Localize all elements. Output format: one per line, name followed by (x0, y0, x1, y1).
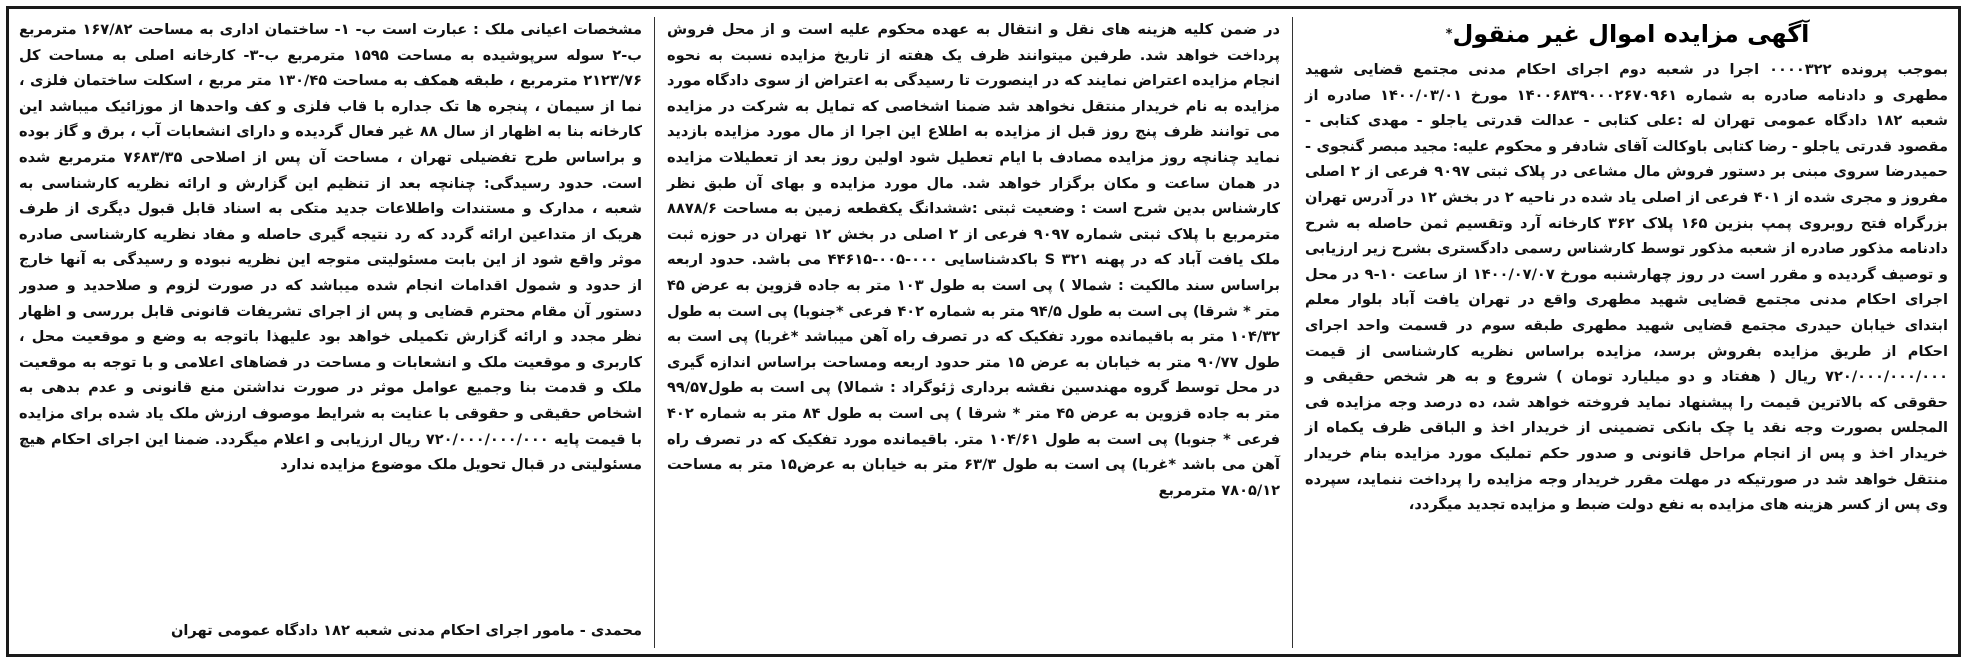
notice-frame (6, 6, 1961, 657)
notice-signature: محمدی - مامور اجرای احکام مدنی شعبه ۱۸۲ دادگاه عمومی تهران (170, 622, 642, 640)
notice-right-column (1292, 17, 1948, 648)
notice-title-row (1305, 17, 1948, 53)
notice-left-column (19, 17, 654, 648)
notice-title: آگهی مزایده اموال غیر منقول (1452, 20, 1810, 49)
notice-body-right: بموجب پرونده ۰۰۰۰۳۲۲ اجرا در شعبه دوم اجرای احکام مدنی مجتمع قضایی شهید مطهری و دادنامه صادره به شماره ۱۴۰۰۶۸۳۹۰۰۰۲۶۷۰۹۶۱ مورخ ۱۴۰۰/۰۳/۰۱ صادره از شعبه ۱۸۲ دادگاه عمومی تهران له :علی کتابی - عدالت قدرتی یاجلو - مهدی کتابی - مقصود قدرتی یاجلو - رضا کتابی باوکالت آقای شادفر و محکوم علیه: مجید مبصر گنجوی - حمیدرضا سروی مبنی بر دستور فروش مال مشاعی در پلاک ثبتی ۹۰۹۷ فرعی از ۲ اصلی مفروز و مجری شده از ۴۰۱ فرعی از اصلی یاد شده در ناحیه ۲ در بخش ۱۲ در آدرس تهران بزرگراه فتح روبروی پمپ بنزین ۱۶۵ پلاک ۳۶۲ کارخانه آرد وتقسیم ثمن حاصله به شرح دادنامه مذکور صادره از شعبه مذکور توسط کارشناس رسمی دادگستری بشرح زیر ارزیابی و توصیف گردیده و مقرر است در روز چهارشنبه مورخ ۱۴۰۰/۰۷/۰۷ از ساعت ۱۰-۹ در محل اجرای احکام مدنی مجتمع قضایی شهید مطهری واقع در تهران یافت آباد بلوار معلم ابتدای خیابان حیدری مجتمع قضایی شهید مطهری طبقه سوم در قسمت واحد اجرای احکام از طریق مزایده بفروش برسد، مزایده براساس نظریه کارشناسی از قیمت ۷۲۰/۰۰۰/۰۰۰/۰۰۰ ریال ( هفتاد و دو میلیارد تومان ) شروع و به هر شخص حقیقی و حقوقی که بالاترین قیمت را پیشنهاد نماید فروخته خواهد شد، ده درصد وجه مزایده فی المجلس بصورت وجه نقد یا چک بانکی تضمینی از خریدار اخذ و الباقی ظرف یکماه از خریدار اخذ و پس از انجام مراحل قانونی و صدور حکم تملیک مورد مزایده بنام خریدار منتقل خواهد شد در صورتیکه در مهلت مقرر خریدار وجه مزایده را پرداخت ننماید، سپرده وی پس از کسر هزینه های مزایده به نفع دولت ضبط و مزایده تجدید میگردد، (1305, 61, 1948, 514)
notice-body-middle: در ضمن کلیه هزینه های نقل و انتقال به عهده محکوم علیه است و از محل فروش پرداخت خواهد شد. طرفین میتوانند ظرف یک هفته از تاریخ مزایده نسبت به نحوه انجام مزایده اعتراض نمایند که در اینصورت تا رسیدگی به اعتراض از سوی دادگاه مورد مزایده به نام خریدار منتقل نخواهد شد ضمنا اشخاصی که تمایل به شرکت در مزایده می توانند ظرف پنج روز قبل از مزایده به اطلاع این اجرا از مال مورد مزایده بازدید نماید چنانچه روز مزایده مصادف با ایام تعطیل شود اولین روز بعد از تعطیلات مزایده در همان ساعت و مکان برگزار خواهد شد. مال مورد مزایده و بهای آن طبق نظر کارشناس بدین شرح است : وضعیت ثبتی :ششدانگ یکقطعه زمین به مساحت ۸۸۷۸/۶ مترمربع با پلاک ثبتی شماره ۹۰۹۷ فرعی از ۲ اصلی در بخش ۱۲ تهران در حوزه ثبت ملک یافت آباد که در پهنه ۳۲۱ S باکدشناسایی ۰۰۰-۰۰۵-۴۴۶۱۵ می باشد. حدود اربعه براساس سند مالکیت : شمالا ) پی است به طول ۱۰۳ متر به جاده قزوین به عرض ۴۵ متر * شرقا) پی است به طول ۹۴/۵ متر به شماره ۴۰۲ فرعی *جنوبا) پی است به طول ۱۰۴/۳۲ متر به باقیمانده مورد تفکیک که در تصرف راه آهن میباشد *غربا) پی است به طول ۹۰/۷۷ متر به خیابان به عرض ۱۵ متر حدود اربعه ومساحت براساس اندازه گیری در محل توسط گروه مهندسین نقشه برداری ژئوگراد : شمالا) پی است به طول۹۹/۵۷ متر به جاده قزوین به عرض ۴۵ متر * شرقا ) پی است به طول ۸۴ متر به شماره ۴۰۲ فرعی * جنوبا) پی است به طول ۱۰۴/۶۱ متر. باقیمانده مورد تفکیک که در تصرف راه آهن می باشد *غربا) پی است به طول ۶۳/۳ متر به خیابان به عرض۱۵ متر به مساحت ۷۸۰۵/۱۲ مترمربع (667, 21, 1281, 499)
notice-middle-column (654, 17, 1292, 648)
notice-body-left: مشخصات اعیانی ملک : عبارت است ب- ۱- ساختمان اداری به مساحت ۱۶۷/۸۲ مترمربع ب-۲ سوله سرپوشیده به مساحت ۱۵۹۵ مترمربع ب-۳- کارخانه اصلی به مساحت کل ۲۱۲۳/۷۶ مترمربع ، طبقه همکف به مساحت ۱۳۰/۴۵ متر مربع ، اسکلت ساختمان فلزی ، نما از سیمان ، پنجره ها تک جداره با قاب فلزی و کف واحدها از موزائیک میباشد این کارخانه بنا به اظهار از سال ۸۸ غیر فعال گردیده و دارای انشعابات آب ، برق و گاز بوده و براساس طرح تفضیلی تهران ، مساحت آن پس از اصلاحی ۷۶۸۳/۳۵ مترمربع شده است. حدود رسیدگی: چنانچه بعد از تنظیم این گزارش و ارائه نظریه کارشناسی به شعبه ، مدارک و مستندات واطلاعات جدید متکی به اسناد قابل قبول دیگری از طرف هریک از متداعین ارائه گردد که رد نتیجه گیری حاصله و مفاد نظریه کارشناسی صادره موثر واقع شود از این بابت مسئولیتی متوجه این نظریه نبوده و رسیدگی به آنها خارج از حدود و شمول اقدامات انجام شده میباشد که در صورت لزوم و صلاحدید و صدور دستور آن مقام محترم قضایی و پس از اجرای تشریفات قانونی قابل بررسی و اظهار نظر مجدد و ارائه گزارش تکمیلی خواهد بود علیهذا باتوجه به وضع و موقعیت محل ، کاربری و موقعیت ملک و انشعابات و مساحت در فضاهای اعلامی و با توجه به موقعیت ملک و قدمت بنا وجمیع عوامل موثر در صورت نداشتن منع قانونی و عدم بدهی به اشخاص حقیقی و حقوقی با عنایت به شرایط موصوف ارزش ملک یاد شده برای مزایده با قیمت پایه ۷۲۰/۰۰۰/۰۰۰/۰۰۰ ریال ارزیابی و اعلام میگردد. ضمنا این اجرای احکام هیچ مسئولیتی در قبال تحویل ملک موضوع مزایده ندارد (18, 21, 642, 474)
asterisk-icon: * (1445, 27, 1453, 43)
